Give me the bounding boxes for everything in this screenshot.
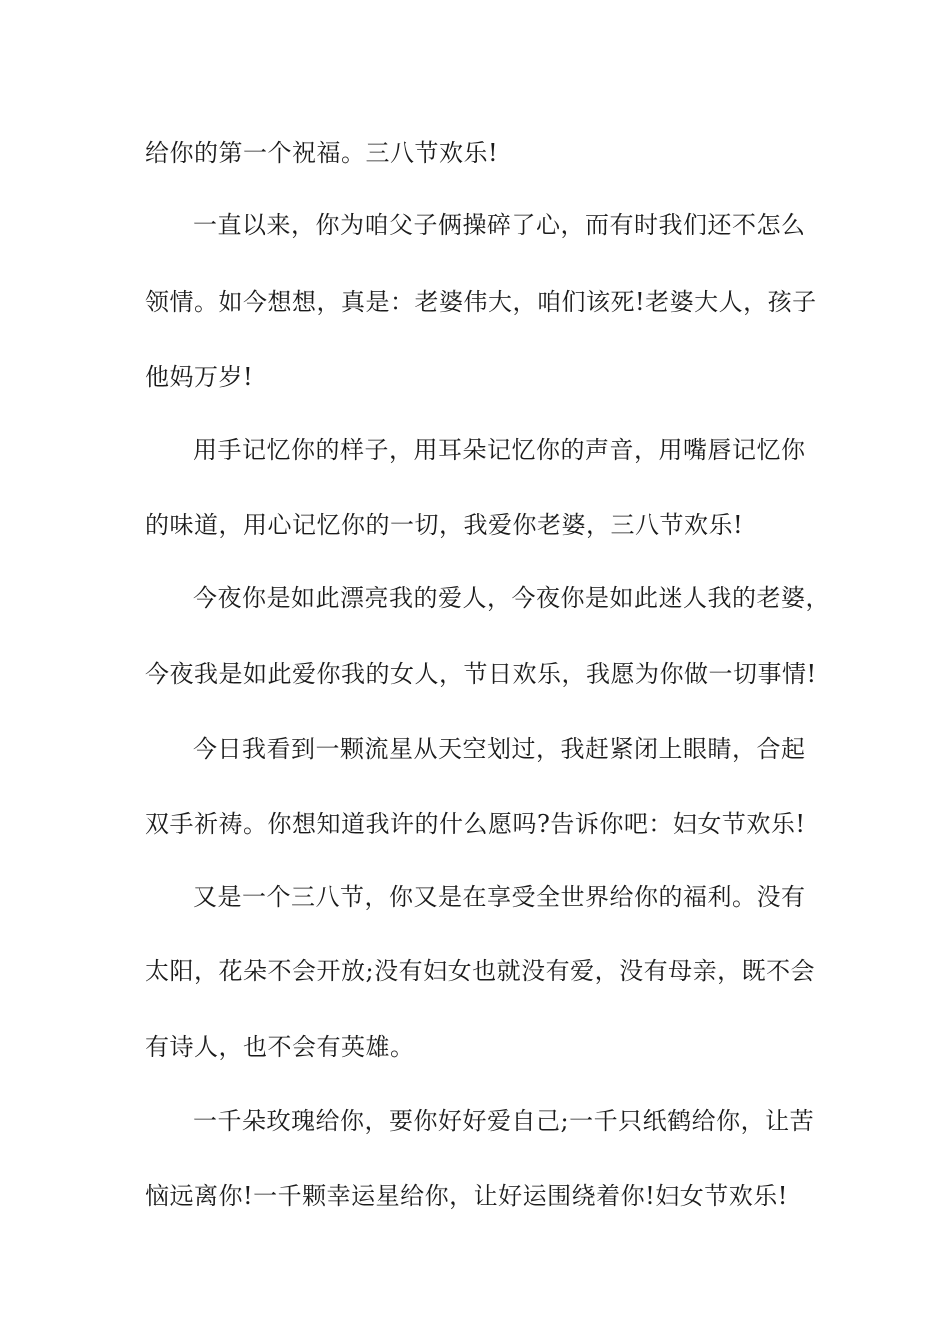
- text-line: 领情。如今想想，真是：老婆伟大，咱们该死!老婆大人，孩子: [145, 288, 817, 316]
- paragraph-first-line: 用手记忆你的样子，用耳朵记忆你的声音，用嘴唇记忆你: [193, 436, 806, 464]
- paragraph-first-line: 今夜你是如此漂亮我的爱人，今夜你是如此迷人我的老婆，: [193, 584, 830, 612]
- text-line: 有诗人，也不会有英雄。: [145, 1033, 415, 1061]
- text-line: 太阳，花朵不会开放;没有妇女也就没有爱，没有母亲，既不会: [145, 957, 816, 985]
- text-line: 今夜我是如此爱你我的女人，节日欢乐，我愿为你做一切事情!: [145, 660, 817, 688]
- paragraph-first-line: 一千朵玫瑰给你，要你好好爱自己;一千只纸鹤给你，让苦: [193, 1107, 815, 1135]
- paragraph-first-line: 今日我看到一颗流星从天空划过，我赶紧闭上眼睛，合起: [193, 735, 806, 763]
- text-line: 双手祈祷。你想知道我许的什么愿吗?告诉你吧：妇女节欢乐!: [145, 810, 806, 838]
- text-line: 他妈万岁!: [145, 363, 254, 391]
- paragraph-first-line: 一直以来，你为咱父子俩操碎了心，而有时我们还不怎么: [193, 211, 806, 239]
- paragraph-first-line: 又是一个三八节，你又是在享受全世界给你的福利。没有: [193, 883, 806, 911]
- text-line: 恼远离你!一千颗幸运星给你，让好运围绕着你!妇女节欢乐!: [145, 1182, 788, 1210]
- text-line: 的味道，用心记忆你的一切，我爱你老婆，三八节欢乐!: [145, 511, 744, 539]
- text-line: 给你的第一个祝福。三八节欢乐!: [145, 139, 499, 167]
